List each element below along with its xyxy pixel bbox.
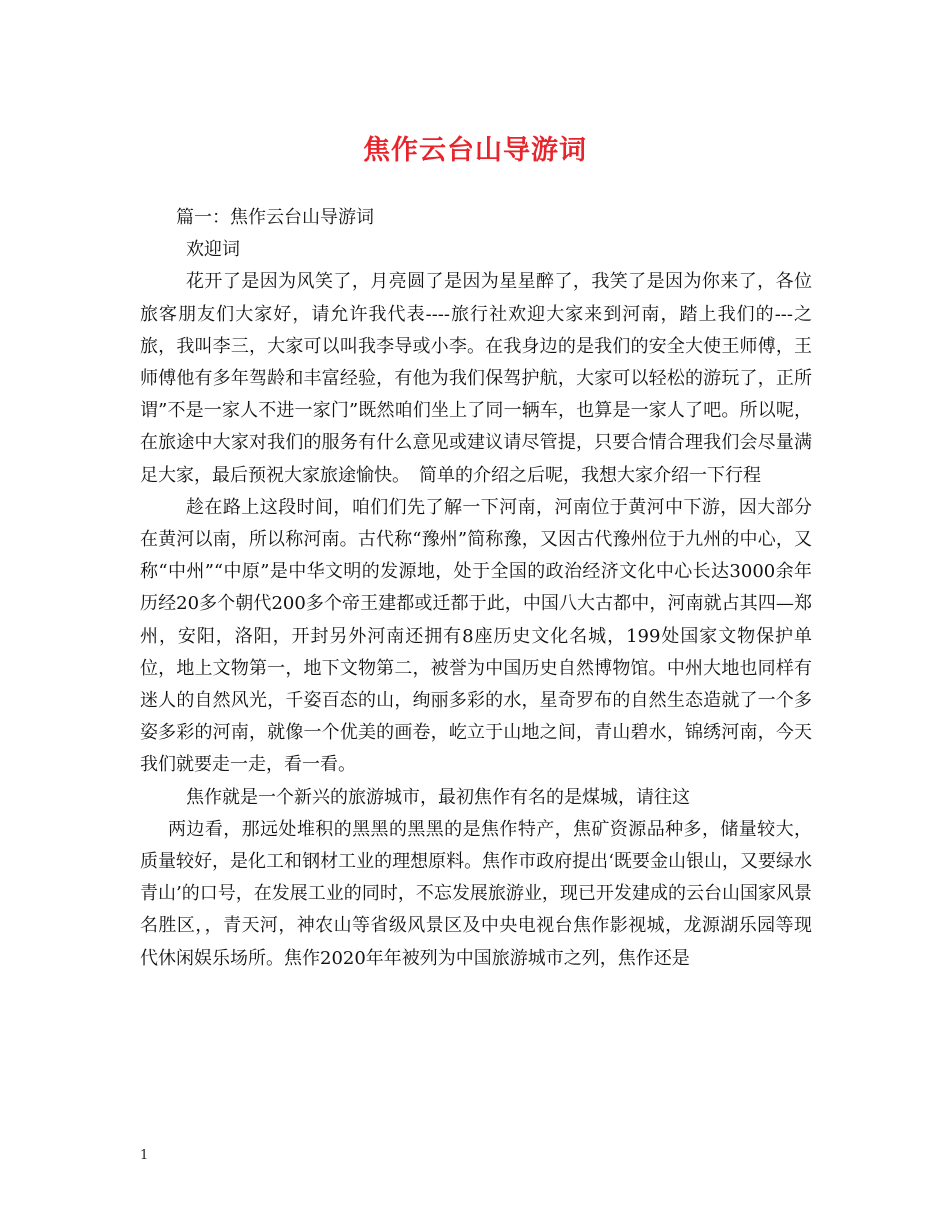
paragraph-jiaozuo-industry: 两边看，那远处堆积的黑黑的黑黑的是焦作特产，焦矿资源品种多，储量较大，质量较好，是化工和钢材工业的理想原料。焦作市政府提出‘既要金山银山，又要绿水青山’的口号，在发展工业的同时，不忘发展旅游业，现已开发建成的云台山国家风景名胜区，，青天河，神农山等省级风景区及中央电视台焦作影视城，龙源湖乐园等现代休闲娱乐场所。焦作2020年年被列为中国旅游城市之列，焦作还是: [140, 818, 812, 969]
document-body: [140, 202, 812, 975]
section-heading: 篇一：焦作云台山导游词: [176, 207, 374, 228]
page-number: 1: [140, 1148, 149, 1163]
document-title: 焦作云台山导游词: [363, 135, 587, 166]
paragraph-jiaozuo-intro: 焦作就是一个新兴的旅游城市，最初焦作有名的是煤城，请往这: [186, 786, 690, 808]
subheading-welcome: 欢迎词: [186, 239, 240, 261]
paragraph-welcome-speech: 花开了是因为风笑了，月亮圆了是因为星星醉了，我笑了是因为你来了，各位旅客朋友们大家好，请允许我代表----旅行社欢迎大家来到河南，踏上我们的---之旅，我叫李三，大家可以叫我李导或小李。在我身边的是我们的安全大使王师傅，王师傅他有多年驾龄和丰富经验，有他为我们保驾护航，大家可以轻松的游玩了，正所谓”不是一家人不进一家门”既然咱们坐上了同一辆车，也算是一家人了吧。所以呢，在旅途中大家对我们的服务有什么意见或建议请尽管提，只要合情合理我们会尽量满足大家，最后预祝大家旅途愉快。 简单的介绍之后呢，我想大家介绍一下行程: [140, 271, 812, 486]
paragraph-henan-intro: 趁在路上这段时间，咱们们先了解一下河南，河南位于黄河中下游，因大部分在黄河以南，所以称河南。古代称“豫州”简称豫，又因古代豫州位于九州的中心，又称“中州”“中原”是中华文明的发源地，处于全国的政治经济文化中心长达3000余年历经20多个朝代200多个帝王建都或迁都于此，中国八大古都中，河南就占其四—郑州，安阳，洛阳，开封另外河南还拥有8座历史文化名城，199处国家文物保护单位，地上文物第一，地下文物第二，被誉为中国历史自然博物馆。中州大地也同样有迷人的自然风光，千姿百态的山，绚丽多彩的水，星奇罗布的自然生态造就了一个多姿多彩的河南，就像一个优美的画卷，屹立于山地之间，青山碧水，锦绣河南，今天我们就要走一走，看一看。: [140, 496, 812, 776]
